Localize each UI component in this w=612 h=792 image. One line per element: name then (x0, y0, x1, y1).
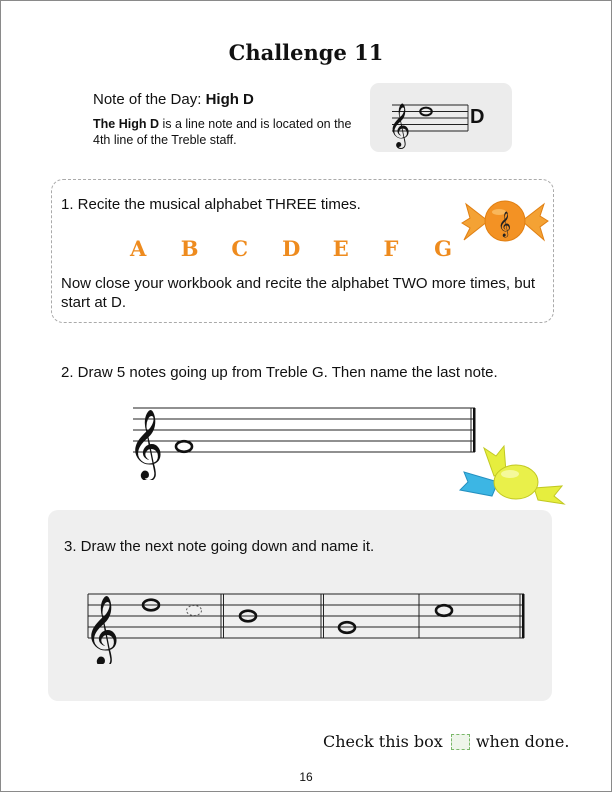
note-card-staff (370, 83, 512, 152)
question-3-staff (80, 572, 530, 664)
alphabet-letter: F (383, 236, 399, 261)
svg-text:𝄞: 𝄞 (498, 212, 512, 237)
question-1-text: 1. Recite the musical alphabet THREE times. (61, 196, 361, 213)
orange-candy-icon (460, 190, 550, 252)
question-1-followup: Now close your workbook and recite the alphabet TWO more times, but start at D. (61, 275, 536, 311)
check-text-before: Check this box (323, 732, 443, 751)
treble-clef-icon: 𝄞 (128, 409, 164, 479)
done-checkbox[interactable] (451, 734, 470, 750)
check-text-after: when done. (475, 732, 570, 751)
measure-4-note (436, 605, 452, 616)
note-of-day-label: Note of the Day: (93, 91, 206, 108)
note-card-letter: D (470, 106, 485, 128)
answer-note-placeholder[interactable] (187, 606, 202, 616)
page-number: 16 (299, 770, 313, 784)
alphabet-letter: D (282, 236, 301, 261)
question-2-staff[interactable] (125, 390, 485, 480)
question-2-text: 2. Draw 5 notes going up from Treble G. Then name the last note. (61, 364, 498, 381)
alphabet-letter: C (231, 236, 249, 261)
question-3-text: 3. Draw the next note going down and name it. (64, 538, 375, 555)
note-of-day-note: High D (205, 91, 254, 108)
page-title: Challenge 11 (228, 40, 384, 65)
note-desc-bold: The High D (93, 117, 159, 131)
musical-alphabet (130, 236, 485, 261)
note-of-day-card (370, 83, 512, 152)
note-desc-rest: is a line note and is located on the 4th line of the Treble staff. (93, 117, 352, 147)
alphabet-letter: E (332, 236, 349, 261)
alphabet-letter: G (434, 236, 453, 261)
yellow-candy-icon (458, 442, 566, 510)
alphabet-letter: A (130, 236, 147, 261)
note-of-day-description (93, 116, 358, 148)
alphabet-letter: B (180, 236, 199, 261)
treble-clef-icon: 𝄞 (84, 595, 120, 664)
treble-g-note (176, 441, 192, 452)
note-of-day-heading (93, 91, 254, 108)
completion-check (323, 732, 569, 751)
treble-clef-icon: 𝄞 (388, 103, 411, 147)
